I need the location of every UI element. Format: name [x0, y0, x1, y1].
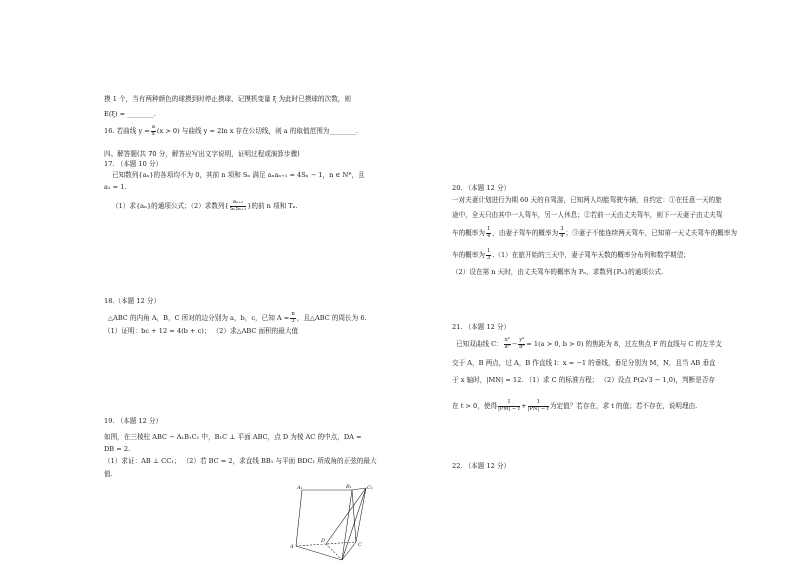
q16-part-a: 16. 若曲线 y =: [104, 127, 150, 135]
q21-frac2-den: b²: [519, 343, 525, 350]
q21-line1-b: −: [511, 340, 518, 348]
q21-frac3-den: |PM| − t: [498, 405, 521, 412]
label-a1: A₁: [297, 485, 303, 491]
q17-heading: 17. （本题 10 分）: [104, 160, 163, 168]
label-c: C: [358, 542, 362, 548]
q21-line4-c: 为定值？若存在，求 t 的值；若不存在，说明理由.: [549, 402, 698, 410]
q21-frac-1: [504, 338, 511, 350]
q20-line3-b: ，由妻子驾车的概率为: [492, 229, 559, 237]
q18-line2: （1）证明：bc + 12 = 4(b + c)； （2）求△ABC 面积的最大值: [104, 327, 299, 335]
label-b1: B₁: [346, 484, 352, 490]
q20-line4: [452, 249, 690, 261]
q21-frac4-den: |PN| − t: [527, 405, 549, 412]
q20-frac3-num: 1: [486, 248, 491, 254]
label-c1: C₁: [367, 485, 373, 491]
q21-heading: 21. （本题 12 分）: [452, 323, 511, 331]
q19-line4: 值.: [104, 470, 113, 478]
q20-line4-b: .（1）在旅开始的三天中，妻子驾车天数的概率分布列和数学期望；: [492, 251, 690, 259]
q16-fraction: [151, 125, 156, 137]
q18-line1: [108, 312, 367, 324]
q21-line1: [456, 338, 722, 350]
q17-line3: [112, 200, 298, 212]
q20-line3-c: ；③妻子不能连续两天驾车，已知第一天丈夫驾车的概率为: [565, 229, 737, 237]
q21-frac3-num: 1: [498, 400, 520, 407]
q21-frac1-den: a²: [504, 343, 510, 350]
q20-frac2-num: 3: [560, 226, 564, 232]
q22-heading: 22. （本题 12 分）: [452, 462, 511, 470]
edge-c-c1: [356, 488, 366, 542]
q20-frac2-den: 4: [560, 232, 564, 239]
q21-line4-a: 在 t > 0，使得: [452, 402, 498, 410]
q17-frac-den: SₙSₙ₊₁: [229, 205, 247, 212]
q17-part-a: （1）求{aₙ}的通项公式；（2）求数列{: [112, 202, 229, 210]
q16-frac-num: a: [151, 124, 155, 130]
q17-frac-num: aₙ₊₁: [230, 200, 246, 207]
q21-frac-3: [498, 400, 520, 412]
q21-frac-4: [528, 400, 549, 412]
edge-c1-d: [326, 488, 366, 544]
edge-a1-a: [296, 490, 302, 546]
edge-b1-c1: [352, 488, 366, 490]
q16-frac-den: x: [151, 130, 155, 137]
q18-heading: 18.（本题 12 分）: [104, 297, 161, 305]
q21-line3: 于 x 轴时，|MN| = 12. （1）求 C 的标准方程； （2）设点 P(2√3 − 1,0)，判断是否存: [452, 376, 716, 384]
section-4-heading: 四、解答题(共 70 分，解答应写出文字说明，证明过程或演算步骤): [104, 150, 300, 158]
q20-frac-1: [486, 227, 491, 239]
q21-frac2-num: y²: [519, 337, 525, 343]
q20-frac-2: [559, 227, 564, 239]
q21-line1-a: 已知双曲线 C：: [456, 340, 503, 348]
q20-line5: （2）设在第 n 天时，由丈夫驾车的概率为 Pₙ，求数列{Pₙ}的通项公式.: [452, 268, 664, 276]
q17-line1: 已知数列{aₙ}的各项均不为 0，其前 n 项和 Sₙ 满足 aₙaₙ₊₁ = 4Sₙ − 1，n ∈ N*，且: [112, 171, 365, 179]
q16-text: [104, 125, 358, 137]
q18-fraction: [290, 312, 295, 324]
q20-line4-a: 车的概率为: [452, 251, 485, 259]
q17-line2: a₁ = 1.: [104, 183, 127, 191]
q17-fraction: [230, 200, 246, 212]
q21-line2: 交于 A，B 两点，过 A，B 作直线 l：x = −1 的垂线，垂足分别为 M，N，且当 AB 垂直: [452, 359, 716, 367]
q20-frac1-den: 4: [486, 232, 491, 239]
q19-heading: 19. （本题 12 分）: [104, 417, 163, 425]
q20-frac1-num: 1: [486, 226, 491, 232]
q20-frac-3: [486, 249, 491, 261]
label-d: D: [321, 538, 326, 544]
q17-part-b: }的前 n 项和 Tₙ.: [247, 202, 298, 210]
edge-c1-b: [342, 488, 366, 560]
q19-line2: DB = 2.: [104, 445, 131, 453]
label-a: A: [290, 544, 294, 550]
q16-part-b: (x > 0) 与曲线 y = 2ln x 存在公切线，则 a 的取值范围为________.: [156, 127, 358, 135]
q18-part-a: △ABC 的内角 A，B，C 所对的边分别为 a，b，c，已知 A =: [108, 314, 290, 322]
q20-line3: [452, 227, 737, 239]
q19-line1: 如图，在三棱柱 ABC − A₁B₁C₁ 中，B₁C ⊥ 平面 ABC，点 D 为棱 AC 的中点，DA =: [104, 433, 362, 441]
q20-line1: 一对夫妻计划进行为期 60 天的自驾游，已知两人均能驾驶车辆，自约定：①在任意一天的旅: [452, 196, 722, 204]
q20-heading: 20. （本题 12 分）: [452, 184, 511, 192]
edge-a-b: [296, 546, 342, 560]
q18-frac-num: π: [291, 311, 295, 317]
q20-line3-a: 车的概率为: [452, 229, 485, 237]
prism-figure: [290, 484, 376, 562]
q15-line1: 摸 1 个，当有两种颜色的球摸到时停止摸球，记摸机变量 ξ 为此时已摸球的次数，则: [104, 95, 351, 103]
q18-frac-den: 3: [291, 317, 295, 324]
q21-frac4-num: 1: [528, 400, 549, 407]
q19-line3: （1）求证：AB ⊥ CC₁； （2）若 BC = 2，求直线 BB₁ 与平面 BDC₁ 所成角的正弦的最大: [104, 457, 377, 465]
q15-line2: E(ξ) = ________.: [104, 110, 156, 118]
q21-line4-b: +: [521, 402, 527, 410]
q21-frac-2: [518, 338, 525, 350]
q20-frac3-den: 3: [486, 254, 491, 261]
q20-line2: 途中，全天只由其中一人驾车，另一人休息；②若前一天由丈夫驾车，则下一天妻子由丈夫驾: [452, 211, 723, 219]
q21-frac1-num: x²: [504, 337, 510, 343]
edge-b1-c: [352, 490, 356, 542]
q21-line4: [452, 400, 697, 412]
q18-part-b: ，且△ABC 的周长为 6.: [296, 314, 367, 322]
q21-line1-c: = 1(a > 0, b > 0) 的焦距为 8，过左焦点 F 的直线与 C 的左半支: [526, 340, 722, 348]
